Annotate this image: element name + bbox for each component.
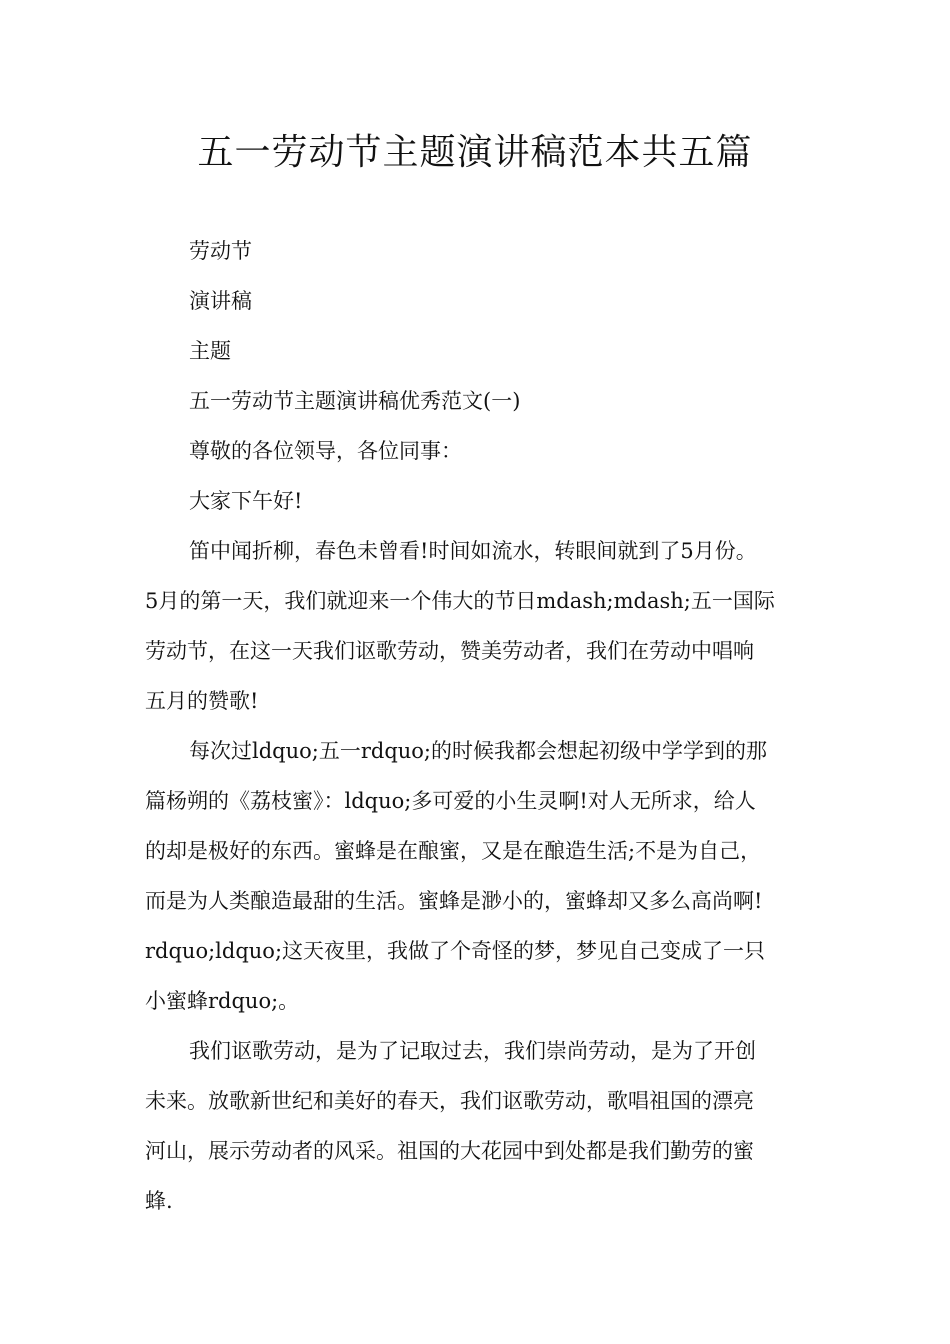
- text-line: 我们讴歌劳动，是为了记取过去，我们崇尚劳动，是为了开创: [189, 1039, 756, 1063]
- text-line: 演讲稿: [189, 289, 252, 313]
- text-line: 蜂.: [145, 1189, 173, 1213]
- text-line: 未来。放歌新世纪和美好的春天，我们讴歌劳动，歌唱祖国的漂亮: [145, 1089, 754, 1113]
- text-line: 河山，展示劳动者的风采。祖国的大花园中到处都是我们勤劳的蜜: [145, 1139, 754, 1163]
- text-line: rdquo;ldquo;这天夜里，我做了个奇怪的梦，梦见自己变成了一只: [145, 939, 766, 963]
- document-body: [145, 226, 815, 1226]
- text-line: 而是为人类酿造最甜的生活。蜜蜂是渺小的，蜜蜂却又多么高尚啊!: [145, 889, 763, 913]
- text-line: 小蜜蜂rdquo;。: [145, 989, 300, 1013]
- text-line: 篇杨朔的《荔枝蜜》：ldquo;多可爱的小生灵啊!对人无所求，给人: [145, 789, 756, 813]
- text-line: 劳动节，在这一天我们讴歌劳动，赞美劳动者，我们在劳动中唱响: [145, 639, 754, 663]
- text-line: 5月的第一天，我们就迎来一个伟大的节日mdash;mdash;五一国际: [145, 589, 775, 613]
- text-line: 笛中闻折柳，春色未曾看!时间如流水，转眼间就到了5月份。: [189, 539, 757, 563]
- text-line: 劳动节: [189, 239, 252, 263]
- text-line: 五一劳动节主题演讲稿优秀范文(一): [189, 389, 521, 413]
- text-line: 的却是极好的东西。蜜蜂是在酿蜜，又是在酿造生活;不是为自己，: [145, 839, 762, 863]
- text-line: 主题: [189, 339, 231, 363]
- text-line: 尊敬的各位领导，各位同事：: [189, 439, 462, 463]
- text-line: 大家下午好!: [189, 489, 303, 513]
- document-title: 五一劳动节主题演讲稿范本共五篇: [197, 132, 753, 173]
- text-line: 五月的赞歌!: [145, 689, 259, 713]
- text-line: 每次过ldquo;五一rdquo;的时候我都会想起初级中学学到的那: [189, 739, 768, 763]
